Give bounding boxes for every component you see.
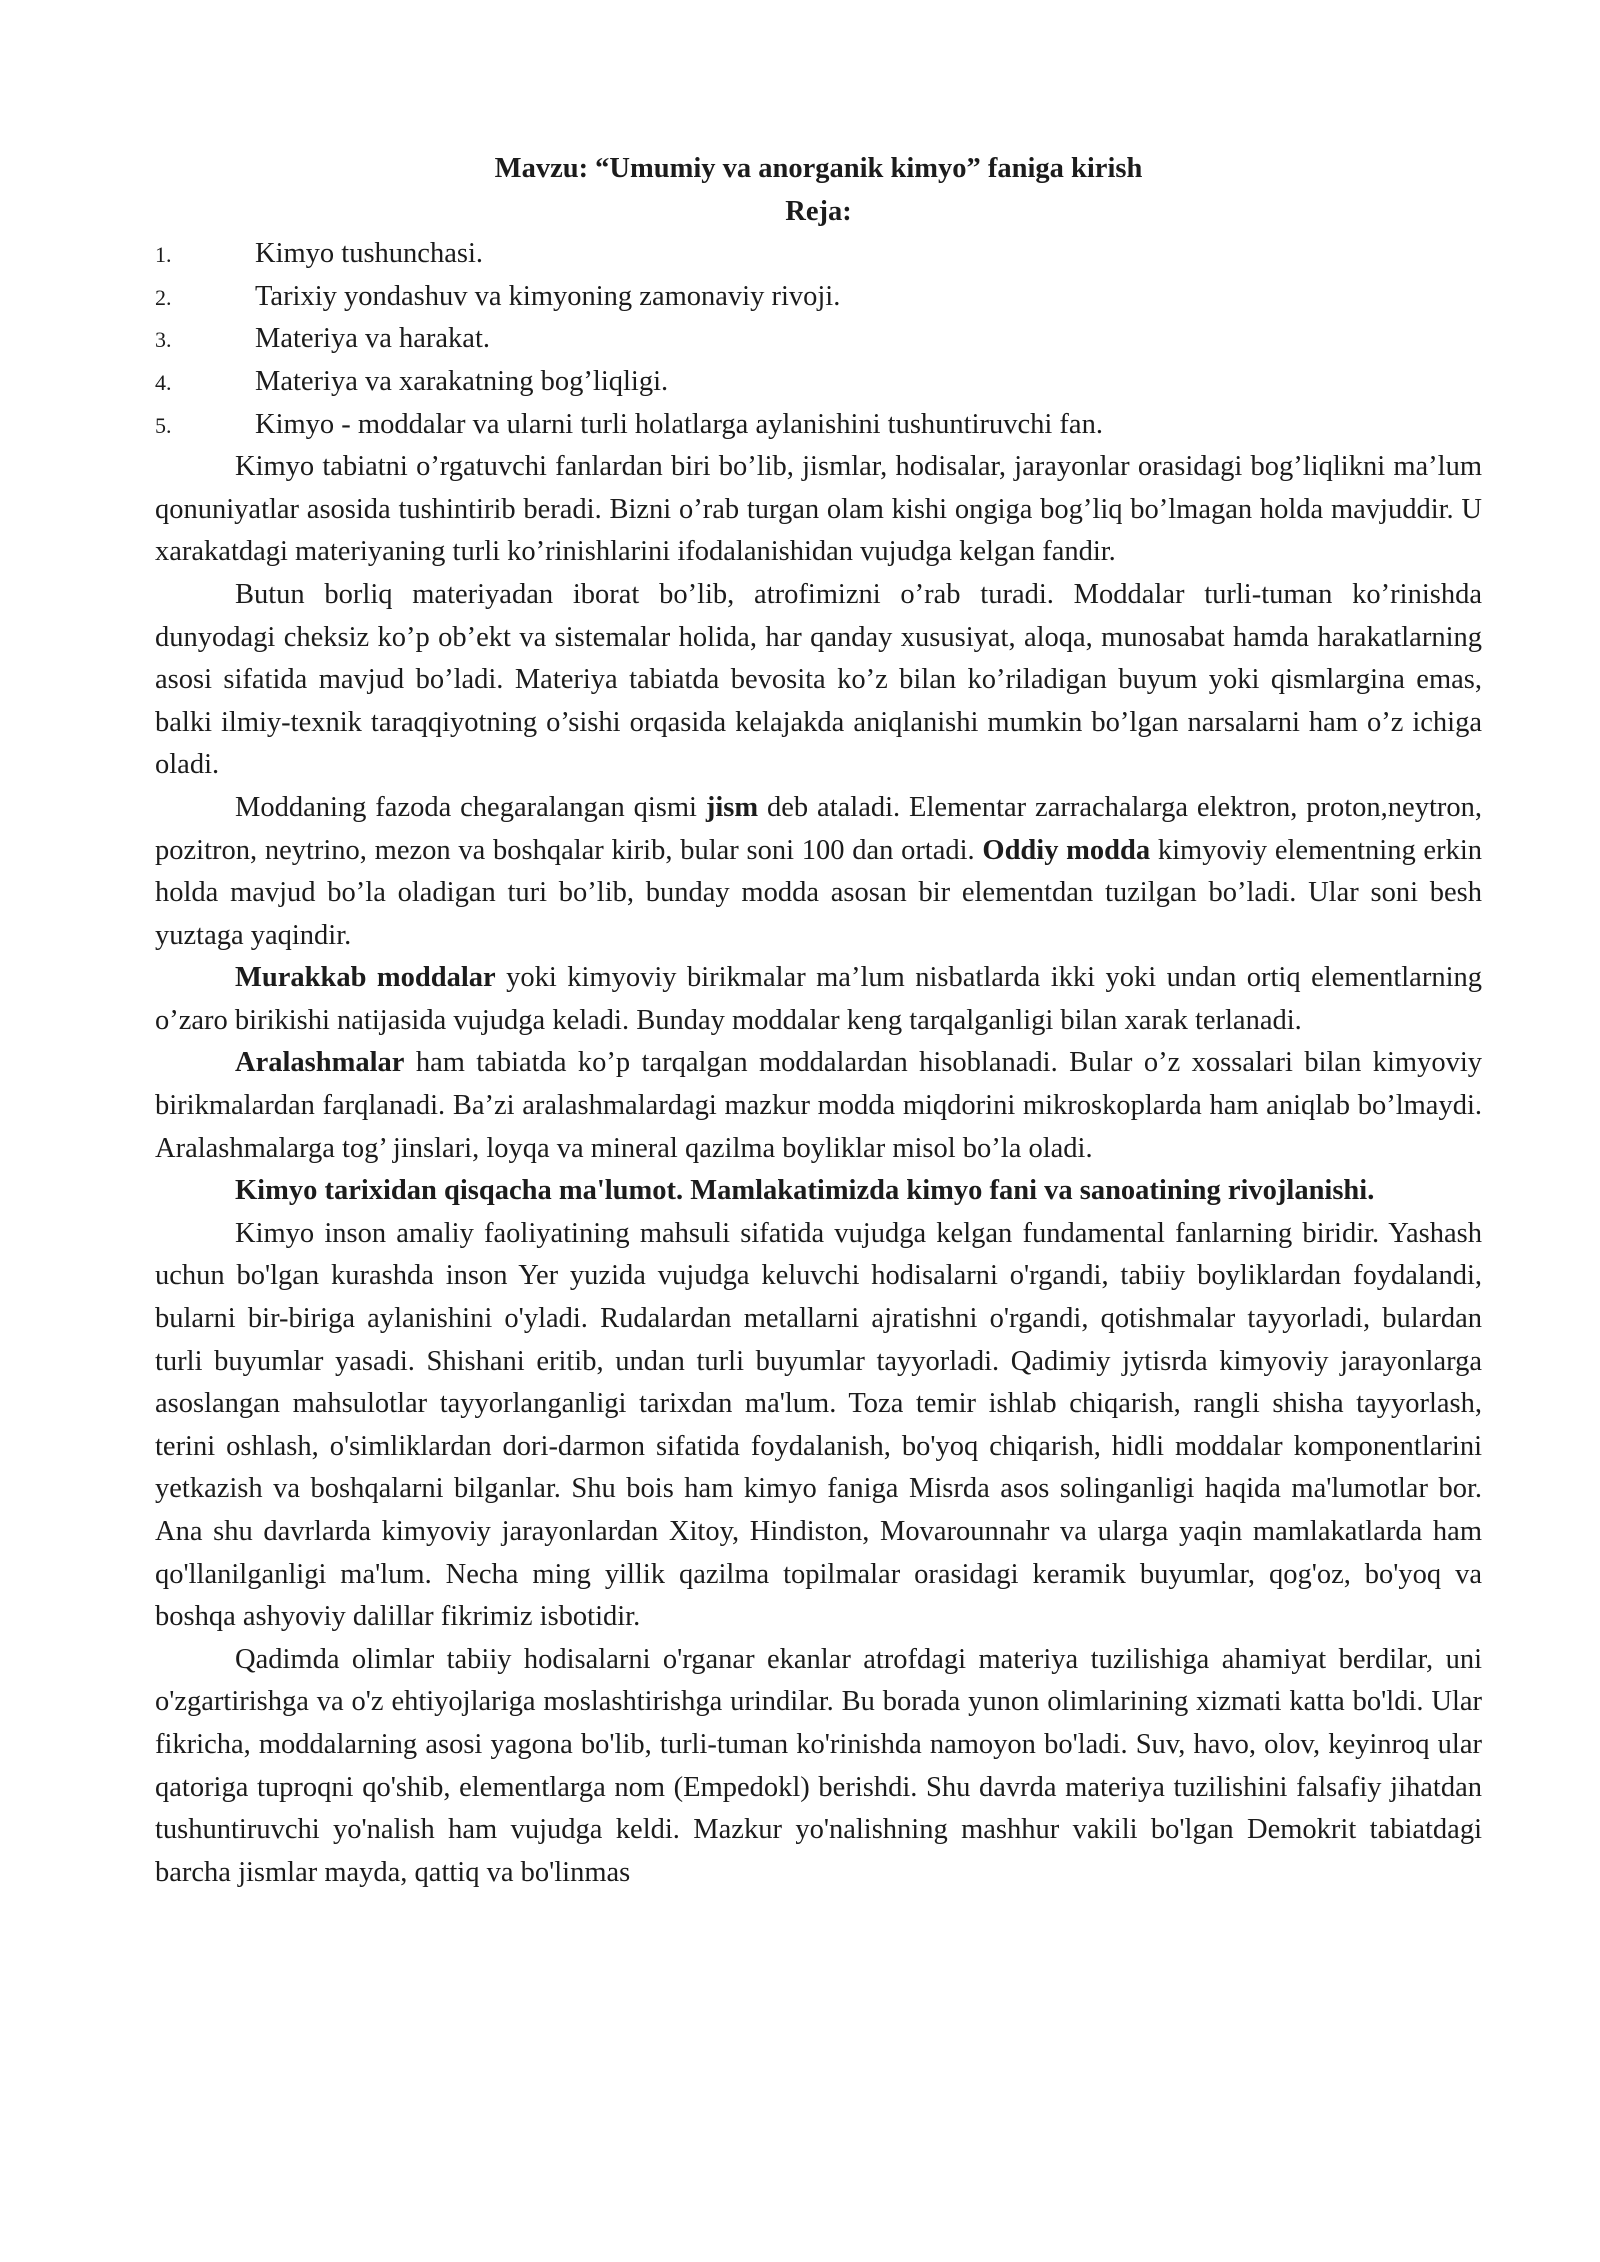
paragraph-matter: Butun borliq materiyadan iborat bo’lib, atrofimizni o’rab turadi. Moddalar turli-tuman ko’rinishda dunyodagi cheksiz ko’p ob’ekt va sistemalar holida, har qanday xususiyat, aloqa, munosabat hamda harakatlarning asosi sifatida mavjud bo’ladi. Materiya tabiatda bevosita ko’z bilan ko’riladigan buyum yoki qismlargina emas, balki ilmiy-texnik taraqqiyotning o’sishi orqasida kelajakda aniqlanishi mumkin bo’lgan narsalarni ham o’z ichiga oladi. xyxy=(155,578,1482,781)
plan-item-number: 3. xyxy=(155,327,172,353)
plan-item-number: 4. xyxy=(155,369,172,395)
plan-item-number: 5. xyxy=(155,412,172,438)
plan-item-text: Kimyo - moddalar va ularni turli holatlarga aylanishini tushuntiruvchi fan. xyxy=(255,408,1103,440)
document-title: Mavzu: “Umumiy va anorganik kimyo” faniga kirish xyxy=(494,153,1143,184)
term-jism: jism xyxy=(705,791,759,823)
plan-item-text: Materiya va harakat. xyxy=(255,323,490,355)
plan-item xyxy=(155,404,1482,447)
paragraph-text: ham tabiatda ko’p tarqalgan moddalardan hisoblanadi. Bular o’z xossalari bilan kimyoviy birikmalardan farqlanadi. Ba’zi aralashmalardagi mazkur modda miqdorini mikroskoplarda ham aniqlab bo’lmaydi. Aralashmalarga tog’ jinslari, loyqa va mineral qazilma boyliklar misol bo’la oladi. xyxy=(155,1047,1482,1164)
plan-item xyxy=(155,276,1482,319)
document-page xyxy=(155,148,1482,1894)
plan-item-number: 2. xyxy=(155,284,172,310)
paragraph-text: yoki kimyoviy birikmalar ma’lum nisbatlarda ikki yoki undan ortiq elementlarning o’zaro birikishi natijasida vujudga keladi. Bunday moddalar keng tarqalganligi bilan xarak terlanadi. xyxy=(155,962,1482,1036)
paragraph-text: deb ataladi. Elementar zarrachalarga elektron, proton,neytron, pozitron, neytrino, mezon va boshqalar kirib, bular soni 100 dan ortadi. xyxy=(155,791,1482,866)
term-murakkab-moddalar: Murakkab moddalar xyxy=(235,962,496,994)
paragraph-body-definition xyxy=(155,787,1482,957)
plan-item xyxy=(155,361,1482,404)
term-oddiy-modda: Oddiy modda xyxy=(982,834,1151,866)
section-heading: Kimyo tarixidan qisqacha ma'lumot. Mamlakatimizda kimyo fani va sanoatining rivojlanishi. xyxy=(235,1175,1375,1207)
plan-list xyxy=(155,233,1482,446)
plan-item-number: 1. xyxy=(155,242,172,268)
paragraph-ancient-scholars: Qadimda olimlar tabiiy hodisalarni o'rganar ekanlar atrofdagi materiya tuzilishiga ahamiyat berdilar, uni o'zgartirishga va o'z ehtiyojlariga moslashtirishga urindilar. Bu borada yunon olimlarining xizmati katta bo'ldi. Ular fikricha, moddalarning asosi yagona bo'lib, turli-tuman ko'rinishda namoyon bo'ladi. Suv, havo, olov, keyinroq ular qatoriga tuproqni qo'shib, elementlarga nom (Empedokl) berishdi. Shu davrda materiya tuzilishini falsafiy jihatdan tushuntiruvchi yo'nalish ham vujudga keldi. Mazkur yo'nalishning mashhur vakili bo'lgan Demokrit tabiatdagi barcha jismlar mayda, qattiq va bo'linmas xyxy=(155,1643,1482,1888)
plan-item-text: Materiya va xarakatning bog’liqligi. xyxy=(255,365,669,397)
plan-item-text: Kimyo tushunchasi. xyxy=(255,238,483,270)
plan-item xyxy=(155,233,1482,276)
paragraph-history: Kimyo inson amaliy faoliyatining mahsuli sifatida vujudga kelgan fundamental fanlarning biridir. Yashash uchun bo'lgan kurashda inson Yer yuzida vujudga keluvchi hodisalarni o'rgandi, tabiiy boyliklardan foydalandi, bularni bir-biriga aylanishini o'yladi. Rudalardan metallarni ajratishni o'rgandi, qotishmalar tayyorladi, bulardan turli buyumlar yasadi. Shishani eritib, undan turli buyumlar tayyorladi. Qadimiy jytisrda kimyoviy jarayonlarga asoslangan mahsulotlar tayyorlanganligi tarixdan ma'lum. Toza temir ishlab chiqarish, rangli shisha tayyorlash, terini oshlash, o'simliklardan dori-darmon sifatida foydalanish, bo'yoq chiqarish, hidli moddalar komponentlarini yetkazish va boshqalarni bilganlar. Shu bois ham kimyo faniga Misrda asos solinganligi haqida ma'lumotlar bor. Ana shu davrlarda kimyoviy jarayonlardan Xitoy, Hindiston, Movarounnahr va ularga yaqin mamlakatlarda ham qo'llanilganligi ma'lum. Necha ming yillik qazilma topilmalar orasidagi keramik buyumlar, qog'oz, bo'yoq va boshqa ashyoviy dalillar fikrimiz isbotidir. xyxy=(155,1217,1482,1633)
plan-item-text: Tarixiy yondashuv va kimyoning zamonaviy rivoji. xyxy=(255,280,841,312)
plan-item xyxy=(155,318,1482,361)
paragraph-mixtures xyxy=(155,1042,1482,1170)
plan-heading: Reja: xyxy=(785,195,852,227)
term-aralashmalar: Aralashmalar xyxy=(235,1047,405,1079)
paragraph-text: kimyoviy elementning erkin holda mavjud bo’la oladigan turi bo’lib, bunday modda asosan bir elementdan tuzilgan bo’ladi. Ular soni besh yuztaga yaqindir. xyxy=(155,834,1482,951)
paragraph-compounds xyxy=(155,957,1482,1042)
paragraph-text: Moddaning fazoda chegaralangan qismi xyxy=(235,791,706,823)
paragraph-intro: Kimyo tabiatni o’rgatuvchi fanlardan biri bo’lib, jismlar, hodisalar, jarayonlar orasidagi bog’liqlikni ma’lum qonuniyatlar asosida tushintirib beradi. Bizni o’rab turgan olam kishi ongiga bog’liq bo’lmagan holda mavjuddir. U xarakatdagi materiyaning turli ko’rinishlarini ifodalanishidan vujudga kelgan fandir. xyxy=(155,451,1482,568)
